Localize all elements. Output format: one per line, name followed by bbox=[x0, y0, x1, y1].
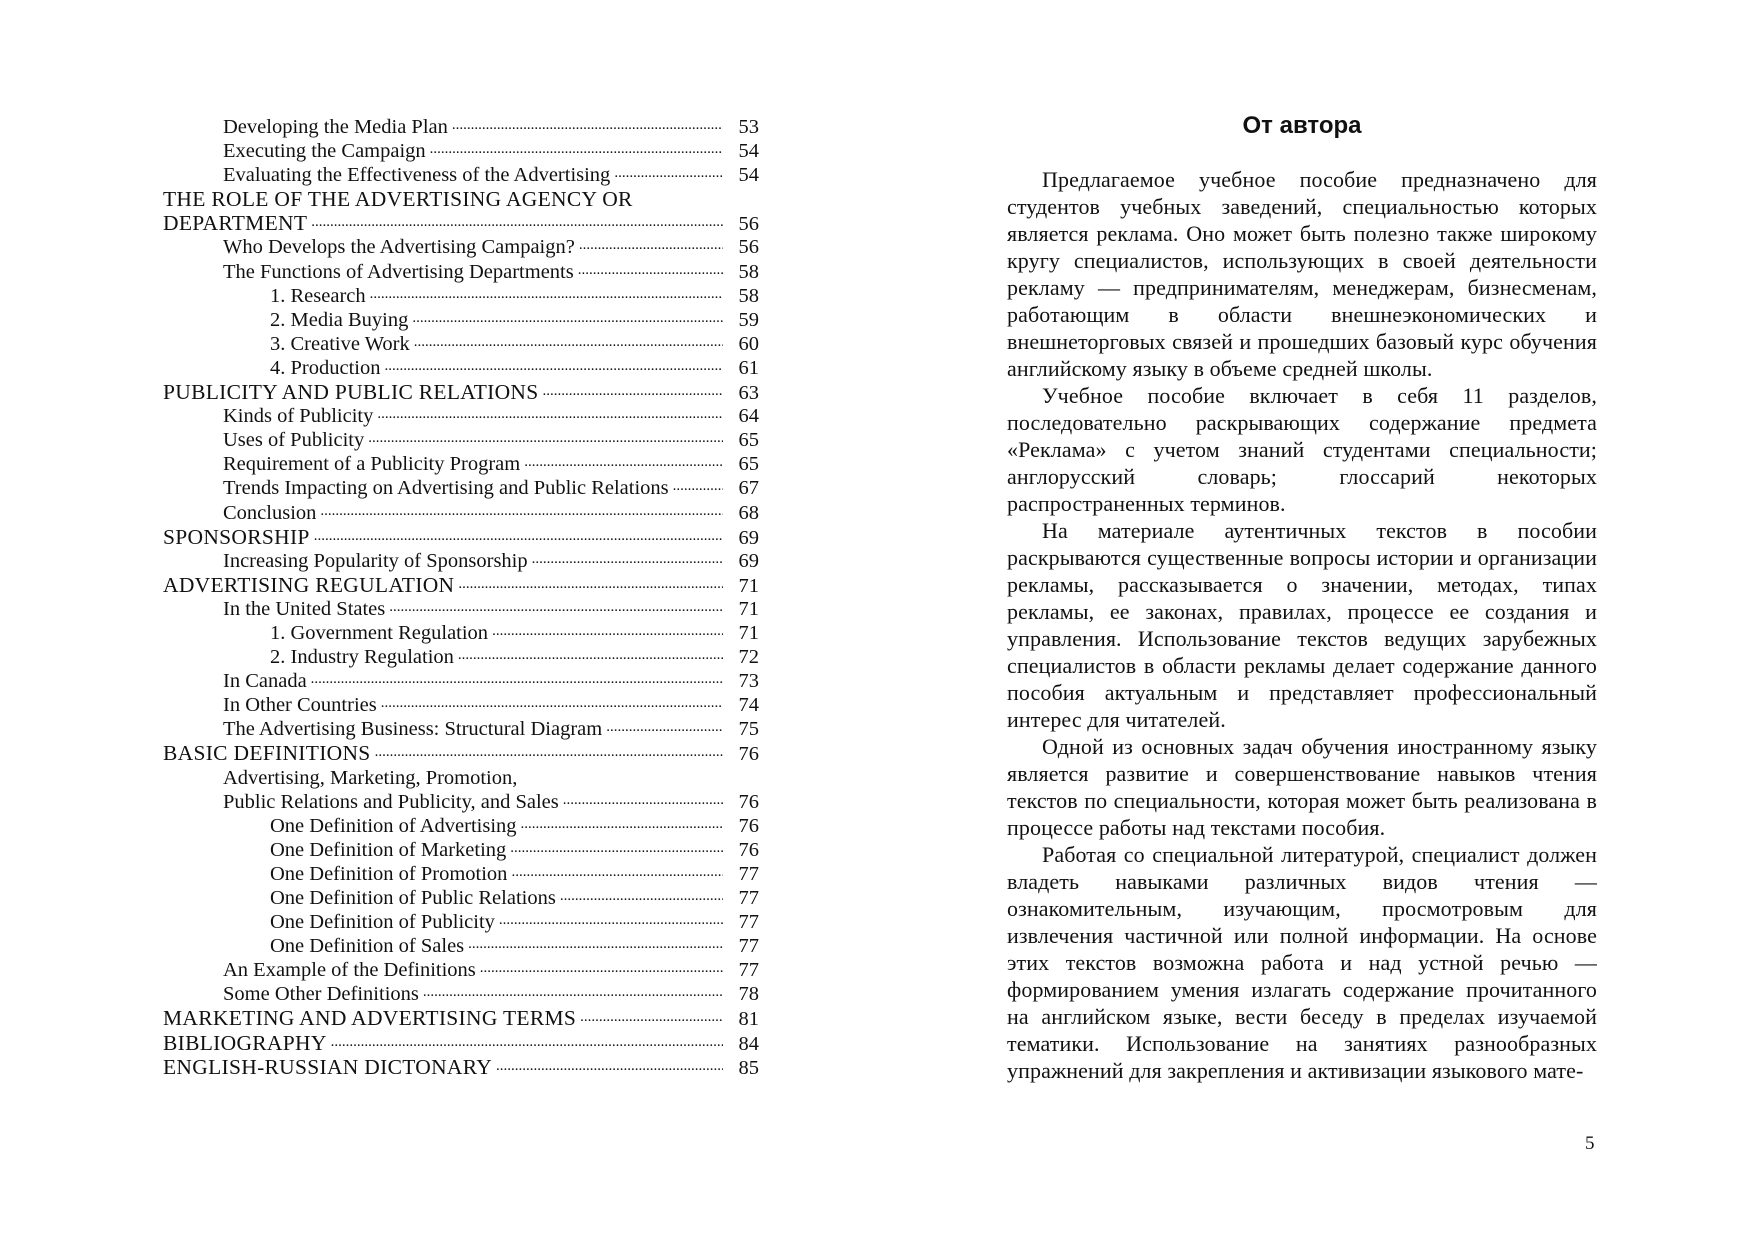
toc-entry bbox=[163, 597, 759, 621]
preface-paragraph: Учебное пособие включает в себя 11 разделов, последовательно раскрывающих содержание предмета «Реклама» с учетом знаний студентами специальности; англорусский словарь; глоссарий некоторых распространенных терминов. bbox=[1007, 383, 1597, 516]
toc-entry bbox=[163, 1006, 759, 1030]
toc-leader-dots bbox=[423, 982, 723, 1004]
toc-entry-title: THE ROLE OF THE ADVERTISING AGENCY OR bbox=[163, 187, 633, 212]
toc-entry-page: 77 bbox=[738, 959, 759, 982]
toc-entry-page: 76 bbox=[738, 743, 759, 766]
toc-entry-title: 4. Production bbox=[270, 356, 381, 379]
toc-entry bbox=[163, 260, 759, 284]
toc-entry bbox=[163, 404, 759, 428]
toc-leader-dots bbox=[375, 741, 723, 764]
toc-leader-dots bbox=[580, 1006, 723, 1029]
toc-entry-title: Requirement of a Publicity Program bbox=[223, 453, 521, 476]
toc-entry bbox=[163, 284, 759, 308]
toc-entry-title: In Canada bbox=[223, 670, 307, 693]
toc-entry-title: One Definition of Public Relations bbox=[270, 887, 556, 909]
toc-entry-page: 53 bbox=[738, 116, 759, 138]
toc-entry-page: 69 bbox=[738, 549, 759, 572]
toc-leader-dots bbox=[368, 428, 723, 450]
toc-entry-title: Public Relations and Publicity, and Sales bbox=[223, 790, 559, 813]
toc-entry bbox=[163, 139, 759, 163]
toc-entry-page: 78 bbox=[738, 983, 759, 1006]
toc-entry-title: Advertising, Marketing, Promotion, bbox=[223, 766, 518, 789]
toc-entry bbox=[163, 332, 759, 356]
toc-entry-title: Who Develops the Advertising Campaign? bbox=[223, 236, 575, 259]
toc-leader-dots bbox=[510, 838, 723, 860]
toc-entry-title: The Advertising Business: Structural Diagram bbox=[223, 718, 603, 741]
toc-leader-dots bbox=[480, 958, 723, 980]
toc-leader-dots bbox=[377, 404, 723, 426]
toc-entry-page: 65 bbox=[738, 453, 759, 476]
toc-entry-page: 67 bbox=[738, 477, 759, 500]
toc-leader-dots bbox=[331, 1031, 723, 1054]
toc-entry-title: BASIC DEFINITIONS bbox=[163, 741, 371, 766]
toc-entry bbox=[163, 645, 759, 669]
toc-leader-dots bbox=[543, 380, 723, 403]
toc-entry-title: 1. Research bbox=[270, 284, 366, 307]
toc-entry-page: 75 bbox=[738, 718, 759, 741]
toc-entry-title: BIBLIOGRAPHY bbox=[163, 1030, 327, 1055]
toc-entry-title: In the United States bbox=[223, 597, 386, 620]
toc-entry bbox=[163, 356, 759, 380]
toc-entry-page: 54 bbox=[738, 140, 759, 163]
toc-leader-dots bbox=[389, 597, 723, 619]
toc-entry bbox=[163, 790, 759, 814]
toc-entry-title: Developing the Media Plan bbox=[223, 116, 448, 138]
toc-entry-title: One Definition of Promotion bbox=[270, 862, 508, 885]
toc-entry-page: 77 bbox=[738, 862, 759, 885]
toc-entry-page: 77 bbox=[738, 935, 759, 958]
toc-leader-dots bbox=[311, 669, 723, 691]
toc-entry-page: 61 bbox=[738, 356, 759, 379]
toc-leader-dots bbox=[468, 934, 723, 956]
toc-entry-title: In Other Countries bbox=[223, 694, 377, 717]
toc-entry bbox=[163, 428, 759, 452]
toc-entry bbox=[163, 308, 759, 332]
toc-entry bbox=[163, 862, 759, 886]
preface-paragraph: На материале аутентичных текстов в пособии раскрываются существенные вопросы истории и организации рекламы, рассказывается о значении, методах, типах рекламы, ее законах, правилах, процессе ее создания и управления. Использование текстов ведущих зарубежных специалистов в области рекламы делает содержание данного пособия актуальным и представляет профессиональный интерес для читателей. bbox=[1007, 518, 1597, 732]
toc-entry bbox=[163, 741, 759, 765]
toc-entry-title: ADVERTISING REGULATION bbox=[163, 572, 455, 597]
toc-leader-dots bbox=[524, 452, 723, 474]
toc-leader-dots bbox=[560, 886, 723, 908]
toc-entry-title: One Definition of Publicity bbox=[270, 911, 495, 934]
toc-entry-title: Evaluating the Effectiveness of the Advertising bbox=[223, 164, 611, 187]
toc-leader-dots bbox=[499, 910, 723, 932]
toc-entry-page: 58 bbox=[738, 284, 759, 307]
toc-entry-page: 84 bbox=[738, 1032, 759, 1055]
toc-entry-page: 71 bbox=[738, 597, 759, 620]
toc-leader-dots bbox=[492, 621, 723, 643]
toc-entry-title: An Example of the Definitions bbox=[223, 959, 476, 982]
toc-entry-page: 81 bbox=[738, 1008, 759, 1031]
toc-leader-dots bbox=[458, 645, 723, 667]
toc-entry bbox=[163, 814, 759, 838]
toc-entry-page: 76 bbox=[738, 814, 759, 837]
toc-entry-title: ENGLISH-RUSSIAN DICTONARY bbox=[163, 1054, 493, 1079]
toc-entry bbox=[163, 380, 759, 404]
toc-leader-dots bbox=[579, 235, 723, 257]
toc-entry bbox=[163, 187, 759, 211]
preface-paragraph: Предлагаемое учебное пособие предназначено для студентов учебных заведений, специальностью которых является реклама. Оно может быть полезно также широкому кругу специалистов, использующих в своей деятельности рекламу — предпринимателям, менеджерам, бизнесменам, работающим в области внешнеэкономических и внешнеторговых связей и прошедших базовый курс обучения английскому языку в объеме средней школы. bbox=[1007, 167, 1597, 381]
toc-entry-page: 74 bbox=[738, 694, 759, 717]
toc-leader-dots bbox=[673, 476, 723, 498]
toc-entry-title: 2. Media Buying bbox=[270, 308, 409, 331]
toc-entry-title: One Definition of Sales bbox=[270, 935, 465, 958]
toc-entry-title: PUBLICITY AND PUBLIC RELATIONS bbox=[163, 380, 539, 405]
toc-leader-dots bbox=[496, 1055, 723, 1078]
toc-entry-title: 1. Government Regulation bbox=[270, 621, 489, 644]
toc-entry bbox=[163, 115, 759, 139]
toc-entry bbox=[163, 501, 759, 525]
toc-leader-dots bbox=[311, 211, 723, 234]
toc-leader-dots bbox=[412, 308, 723, 330]
toc-entry-page: 58 bbox=[738, 260, 759, 283]
toc-entry-page: 76 bbox=[738, 838, 759, 861]
preface-paragraph: Одной из основных задач обучения иностранному языку является развитие и совершенствование навыков чтения текстов по специальности, которая может быть реализована в процессе работы над текстами пособия. bbox=[1007, 734, 1597, 840]
preface-heading: От автора bbox=[1242, 112, 1362, 139]
toc-entry-title: DEPARTMENT bbox=[163, 211, 308, 236]
toc-leader-dots bbox=[521, 814, 723, 836]
toc-entry bbox=[163, 163, 759, 187]
toc-entry-title: Some Other Definitions bbox=[223, 983, 419, 1006]
toc-leader-dots bbox=[452, 115, 723, 137]
toc-leader-dots bbox=[320, 501, 723, 523]
toc-entry-title: The Functions of Advertising Departments bbox=[223, 260, 574, 283]
toc-entry-page: 63 bbox=[738, 382, 759, 405]
toc-entry-page: 69 bbox=[738, 526, 759, 549]
toc-entry bbox=[163, 669, 759, 693]
toc-leader-dots bbox=[563, 790, 723, 812]
toc-entry-page: 68 bbox=[738, 501, 759, 524]
toc-entry bbox=[163, 982, 759, 1006]
toc-leader-dots bbox=[414, 332, 723, 354]
toc-entry bbox=[163, 910, 759, 934]
toc-entry-page: 65 bbox=[738, 429, 759, 452]
toc-leader-dots bbox=[614, 163, 723, 185]
preface-section bbox=[1007, 112, 1597, 1084]
toc-entry-title: Kinds of Publicity bbox=[223, 405, 374, 428]
toc-entry-page: 73 bbox=[738, 670, 759, 693]
toc-entry bbox=[163, 452, 759, 476]
toc-entry-page: 56 bbox=[738, 236, 759, 259]
toc-entry-page: 85 bbox=[738, 1056, 759, 1079]
toc-entry bbox=[163, 1055, 759, 1079]
toc-entry bbox=[163, 958, 759, 982]
toc-leader-dots bbox=[381, 693, 723, 715]
toc-entry-page: 64 bbox=[738, 405, 759, 428]
toc-entry-title: 2. Industry Regulation bbox=[270, 646, 454, 669]
table-of-contents bbox=[163, 115, 759, 1079]
toc-entry-page: 77 bbox=[738, 911, 759, 934]
toc-entry bbox=[163, 476, 759, 500]
toc-entry bbox=[163, 211, 759, 235]
toc-leader-dots bbox=[458, 573, 723, 596]
toc-entry bbox=[163, 838, 759, 862]
toc-entry bbox=[163, 525, 759, 549]
toc-entry-title: One Definition of Advertising bbox=[270, 814, 517, 837]
toc-entry bbox=[163, 717, 759, 741]
preface-paragraph: Работая со специальной литературой, специалист должен владеть навыками различных видов чтения — ознакомительным, изучающим, просмотровым для извлечения частичной или полной информации. На основе этих текстов возможна работа и над устной речью — формированием умения излагать содержание прочитанного на английском языке, вести беседу в пределах изучаемой тематики. Использование на занятиях разнообразных упражнений для закрепления и активизации языкового мате- bbox=[1007, 842, 1597, 1083]
toc-entry-page: 56 bbox=[738, 213, 759, 236]
toc-entry-title: SPONSORSHIP bbox=[163, 524, 310, 549]
toc-leader-dots bbox=[606, 717, 723, 739]
toc-entry-page: 59 bbox=[738, 308, 759, 331]
toc-entry-title: 3. Creative Work bbox=[270, 332, 410, 355]
toc-entry-page: 71 bbox=[738, 621, 759, 644]
toc-entry-page: 60 bbox=[738, 332, 759, 355]
toc-entry bbox=[163, 693, 759, 717]
toc-leader-dots bbox=[578, 260, 723, 282]
toc-entry-title: One Definition of Marketing bbox=[270, 838, 507, 861]
toc-entry-page: 77 bbox=[738, 887, 759, 909]
page-number: 5 bbox=[1585, 1133, 1595, 1154]
toc-entry-title: MARKETING AND ADVERTISING TERMS bbox=[163, 1006, 577, 1031]
toc-entry bbox=[163, 573, 759, 597]
toc-entry-title: Trends Impacting on Advertising and Public Relations bbox=[223, 477, 669, 500]
toc-entry bbox=[163, 621, 759, 645]
toc-leader-dots bbox=[314, 525, 723, 548]
toc-entry bbox=[163, 235, 759, 259]
toc-entry bbox=[163, 934, 759, 958]
toc-leader-dots bbox=[430, 139, 723, 161]
toc-leader-dots bbox=[532, 549, 723, 571]
toc-entry-page: 54 bbox=[738, 164, 759, 187]
toc-entry-page: 76 bbox=[738, 790, 759, 813]
toc-entry bbox=[163, 886, 759, 910]
toc-entry-page: 72 bbox=[738, 646, 759, 669]
toc-entry bbox=[163, 549, 759, 573]
toc-leader-dots bbox=[511, 862, 723, 884]
toc-entry-page: 71 bbox=[738, 574, 759, 597]
toc-entry-title: Uses of Publicity bbox=[223, 429, 365, 452]
toc-entry-title: Increasing Popularity of Sponsorship bbox=[223, 549, 528, 572]
toc-leader-dots bbox=[370, 284, 723, 306]
toc-entry bbox=[163, 1031, 759, 1055]
toc-entry bbox=[163, 766, 759, 790]
toc-leader-dots bbox=[384, 356, 723, 378]
toc-entry-title: Executing the Campaign bbox=[223, 140, 426, 163]
toc-entry-title: Conclusion bbox=[223, 501, 317, 524]
